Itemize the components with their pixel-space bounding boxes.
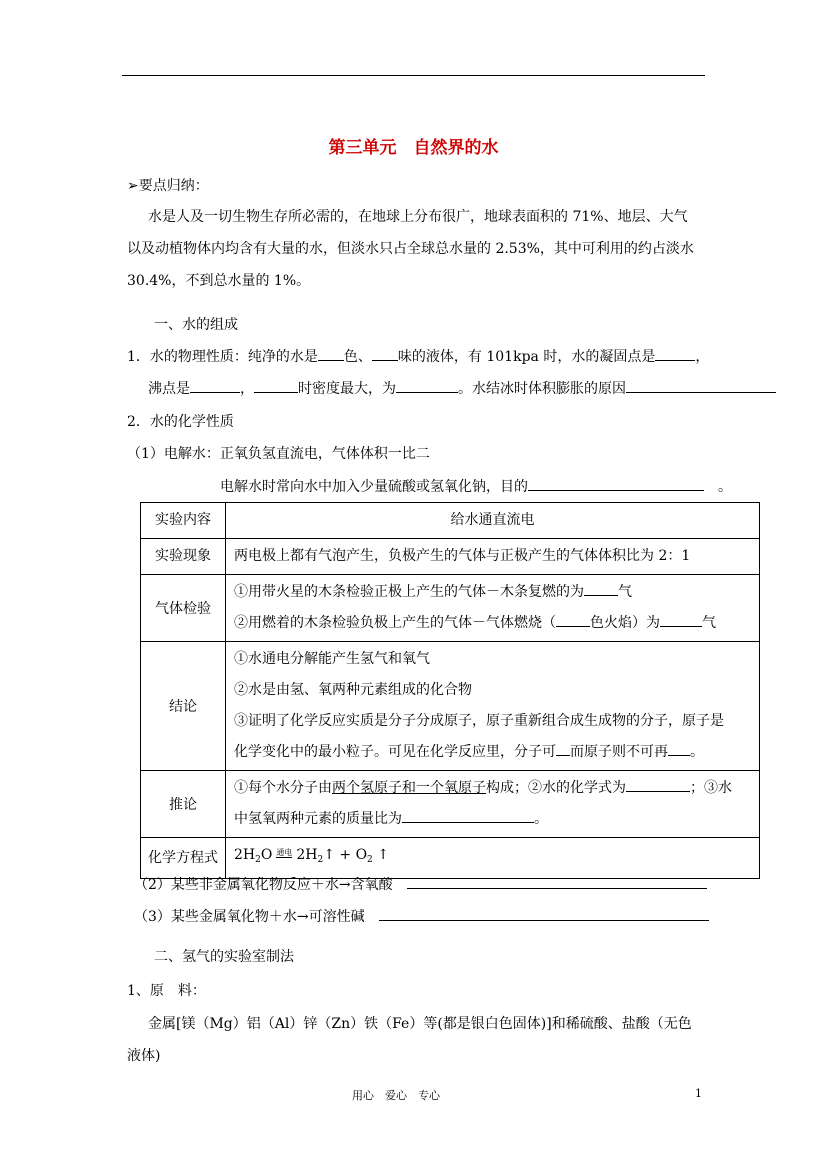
conclusion-line-3: ③证明了化学反应实质是分子分成原子，原子重新组合成生成物的分子，原子是 <box>234 713 724 729</box>
header-rule <box>122 75 705 76</box>
text-segment: ；③水 <box>690 780 732 796</box>
row-value-content: 给水通直流电 <box>226 503 760 539</box>
electrolysis-purpose-line <box>220 476 732 496</box>
text-segment: ↑ + O <box>323 847 368 863</box>
text-segment: 气 <box>618 584 632 600</box>
item-2-line <box>134 874 707 894</box>
text-segment: 而原子则不可再 <box>570 744 668 760</box>
text-segment: 构成；②水的化学式为 <box>486 780 626 796</box>
inference-line-1 <box>234 773 751 804</box>
answer-blank[interactable] <box>668 743 690 756</box>
answer-blank[interactable] <box>372 348 398 361</box>
text-segment: O <box>260 847 273 863</box>
answer-blank[interactable] <box>556 743 570 756</box>
row-label-gas-test: 气体检验 <box>141 575 226 642</box>
answer-blank[interactable] <box>190 380 240 393</box>
electrolysis-line: （1）电解水：正氧负氢直流电，气体体积一比二 <box>127 446 430 462</box>
row-label-conclusion: 结论 <box>141 642 226 771</box>
row-value-conclusion <box>226 642 760 771</box>
text-segment: （3）某些金属氧化物＋水→可溶性碱 <box>134 909 365 925</box>
answer-blank[interactable] <box>379 908 709 921</box>
item-3-line <box>134 906 709 926</box>
subscript: 2 <box>367 855 373 865</box>
text-segment: ①用带火星的木条检验正极上产生的气体－木条复燃的为 <box>234 584 584 600</box>
text-segment: ， <box>695 349 710 365</box>
text-segment: 化学变化中的最小粒子。可见在化学反应里，分子可 <box>234 744 556 760</box>
physical-properties-line2 <box>148 378 776 398</box>
inference-line-2 <box>234 804 751 835</box>
text-segment: 时密度最大，为 <box>298 381 396 397</box>
text-segment: 2H <box>234 847 256 863</box>
answer-blank[interactable] <box>660 614 702 627</box>
text-segment: 1．水的物理性质：纯净的水是 <box>127 349 318 365</box>
text-segment: 2H <box>296 847 318 863</box>
conclusion-line-4 <box>234 737 751 768</box>
footer-motto: 用心 爱心 专心 <box>352 1089 440 1102</box>
row-value-gas-test <box>226 575 760 642</box>
underlined-text: 两个氢原子和一个氧原子 <box>332 780 486 796</box>
intro-line-1: 水是人及一切生物生存所必需的，在地球上分布很广，地球表面积的 71%、地层、大气 <box>148 209 688 225</box>
section2-heading: 二、氢气的实验室制法 <box>154 949 294 965</box>
table-row <box>141 539 760 575</box>
page-number: 1 <box>695 1087 702 1100</box>
text-segment: 。 <box>718 479 732 495</box>
materials-line-1: 金属[镁（Mg）铝（Al）锌（Zn）铁（Fe）等(都是银白色固体)]和稀硫酸、盐酸（无色 <box>148 1016 692 1032</box>
answer-blank[interactable] <box>584 583 618 596</box>
table-row <box>141 838 760 879</box>
answer-blank[interactable] <box>626 779 690 792</box>
text-segment: ↑ <box>372 847 389 863</box>
materials-line-2: 液体) <box>127 1048 161 1064</box>
answer-blank[interactable] <box>254 380 298 393</box>
answer-blank[interactable] <box>402 810 534 823</box>
gas-test-line-1 <box>234 577 751 608</box>
conclusion-line-1: ①水通电分解能产生氢气和氧气 <box>234 651 430 667</box>
row-label-content: 实验内容 <box>141 503 226 539</box>
text-segment: 沸点是 <box>148 381 190 397</box>
answer-blank[interactable] <box>556 614 590 627</box>
text-segment: 色火焰）为 <box>590 615 660 631</box>
gas-test-line-2 <box>234 608 751 639</box>
table-row <box>141 575 760 642</box>
text-segment: 。水结冰时体积膨胀的原因 <box>458 381 626 397</box>
answer-blank[interactable] <box>528 478 704 491</box>
text-segment: 。 <box>534 811 548 827</box>
row-value-inference <box>226 771 760 838</box>
answer-blank[interactable] <box>407 876 707 889</box>
chemical-properties-heading: 2．水的化学性质 <box>127 414 234 430</box>
text-segment: ②用燃着的木条检验负极上产生的气体－气体燃烧（ <box>234 615 556 631</box>
intro-line-2: 以及动植物体内均含有大量的水，但淡水只占全球总水量的 2.53%，其中可利用的约占淡水 <box>127 241 694 257</box>
summary-label: ➢要点归纳： <box>127 178 209 194</box>
text-segment: 电解水时常向水中加入少量硫酸或氢氧化钠，目的 <box>220 479 528 495</box>
answer-blank[interactable] <box>396 380 458 393</box>
table-row <box>141 503 760 539</box>
intro-line-3: 30.4%，不到总水量的 1%。 <box>127 273 311 289</box>
row-value-phenomenon: 两电极上都有气泡产生，负极产生的气体与正极产生的气体体积比为 2：1 <box>226 539 760 575</box>
row-label-phenomenon: 实验现象 <box>141 539 226 575</box>
subscript: 2 <box>317 855 324 865</box>
electrolysis-table <box>140 502 760 879</box>
answer-blank[interactable] <box>655 348 695 361</box>
row-label-inference: 推论 <box>141 771 226 838</box>
answer-blank[interactable] <box>318 348 344 361</box>
text-segment: ①每个水分子由 <box>234 780 332 796</box>
conclusion-line-2: ②水是由氢、氧两种元素组成的化合物 <box>234 682 472 698</box>
row-value-equation <box>226 838 760 879</box>
reaction-condition: 通电 <box>276 848 293 857</box>
subscript: 2 <box>255 855 261 865</box>
answer-blank[interactable] <box>626 380 776 393</box>
physical-properties-line1 <box>127 346 709 366</box>
row-label-equation: 化学方程式 <box>141 838 226 879</box>
materials-label: 1、原 料： <box>127 983 206 999</box>
page-title: 第三单元 自然界的水 <box>328 138 499 158</box>
text-segment: 色、 <box>343 349 372 365</box>
section1-heading: 一、水的组成 <box>154 317 238 333</box>
text-segment: 中氢氧两种元素的质量比为 <box>234 811 402 827</box>
table-row <box>141 771 760 838</box>
text-segment: ， <box>240 381 254 397</box>
text-segment: 气 <box>702 615 716 631</box>
table-row <box>141 642 760 771</box>
text-segment: 味的液体，有 101kpa 时，水的凝固点是 <box>397 349 656 365</box>
text-segment: （2）某些非金属氧化物反应＋水→含氧酸 <box>134 877 393 893</box>
text-segment: 。 <box>690 744 704 760</box>
